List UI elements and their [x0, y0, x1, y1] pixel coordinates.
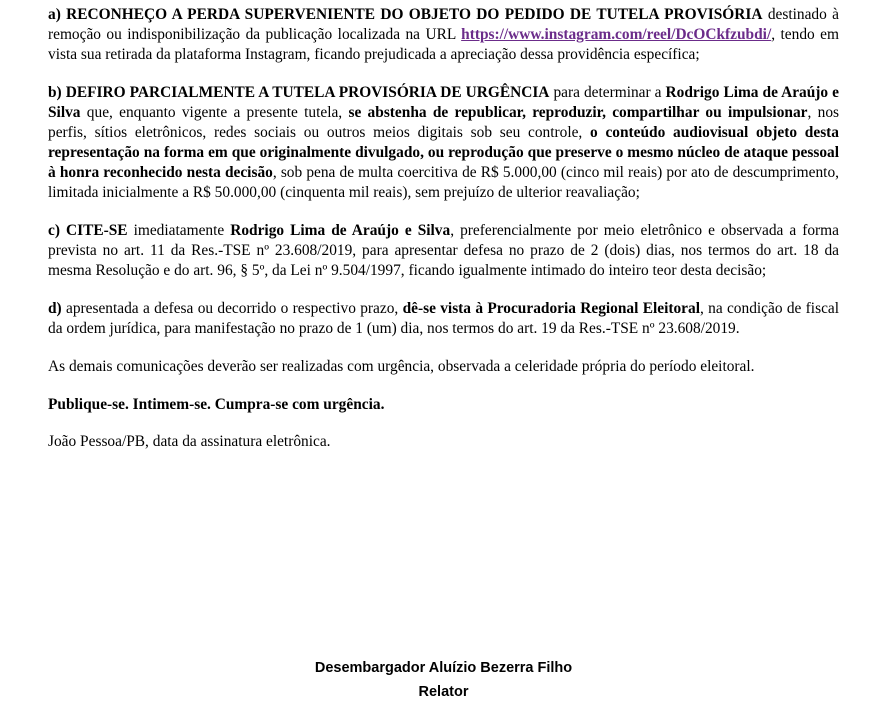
paragraph-a	[48, 5, 839, 65]
paragraph-b-bold-2: o conteúdo audiovisual objeto desta representação na forma em que originalmente divulgado, ou reprodução que preserve o mesmo núcleo de ataque pessoal à honra reconhecido nesta decisão	[48, 124, 839, 181]
paragraph-b-party-name: Rodrigo Lima de Araújo e Silva	[48, 84, 839, 121]
paragraph-d-label: d)	[48, 300, 62, 317]
paragraph-c-text-2: , preferencialmente por meio eletrônico e observada a forma prevista no art. 11 da Res.-TSE nº 23.608/2019, para apresentar defesa no prazo de 2 (dois) dias, nos termos do art. 18 da mesma Resolução e do art. 96, § 5º, da Lei nº 9.504/1997, ficando igualmente intimado do inteiro teor desta decisão;	[48, 222, 839, 279]
paragraph-d	[48, 299, 839, 339]
paragraph-c-party-name: Rodrigo Lima de Araújo e Silva	[230, 222, 451, 239]
signatory-role: Relator	[418, 684, 469, 700]
paragraph-b-text-3: , nos perfis, sítios eletrônicos, redes sociais ou outros meios digitais sob seu controle,	[48, 104, 839, 141]
paragraph-b-text-4: , sob pena de multa coercitiva de R$ 5.000,00 (cinco mil reais) por ato de descumprimento, limitada inicialmente a R$ 50.000,00 (cinquenta mil reais), sem prejuízo de ulterior reavaliação;	[48, 164, 839, 201]
paragraph-b-label: b) DEFIRO PARCIALMENTE A TUTELA PROVISÓRIA DE URGÊNCIA	[48, 84, 550, 101]
paragraph-b-text-1: para determinar a	[549, 84, 666, 101]
paragraph-b-text-2: que, enquanto vigente a presente tutela,	[80, 104, 349, 121]
paragraph-a-text-2: , tendo em vista sua retirada da plataforma Instagram, ficando prejudicada a apreciação dessa providência específica;	[48, 26, 839, 63]
paragraph-d-text-2: , na condição de fiscal da ordem jurídica, para manifestação no prazo de 1 (um) dia, nos termos do art. 19 da Res.-TSE nº 23.608/2019.	[48, 300, 840, 337]
paragraph-a-text-1: destinado à remoção ou indisponibilização da publicação localizada na URL	[48, 6, 839, 43]
paragraph-b	[48, 83, 839, 203]
communications-paragraph: As demais comunicações deverão ser realizadas com urgência, observada a celeridade própria do período eleitoral.	[48, 358, 755, 375]
publish-order-text: Publique-se. Intimem-se. Cumpra-se com urgência.	[48, 396, 385, 413]
paragraph-c-label: c) CITE-SE	[48, 222, 128, 239]
publish-order	[48, 395, 839, 415]
paragraph-a-label: a) RECONHEÇO A PERDA SUPERVENIENTE DO OBJETO DO PEDIDO DE TUTELA PROVISÓRIA	[48, 6, 763, 23]
place-and-date: João Pessoa/PB, data da assinatura eletrônica.	[48, 433, 331, 450]
paragraph-b-bold-1: se abstenha de republicar, reproduzir, compartilhar ou impulsionar	[348, 104, 808, 121]
paragraph-c-text-1: imediatamente	[127, 222, 231, 239]
paragraph-c	[48, 221, 839, 281]
paragraph-d-text-1: apresentada a defesa ou decorrido o respectivo prazo,	[61, 300, 403, 317]
decision-body	[48, 5, 839, 470]
instagram-reel-link[interactable]: https://www.instagram.com/reel/DcOCkfzubdi/	[461, 26, 772, 43]
paragraph-d-bold-1: dê-se vista à Procuradoria Regional Eleitoral	[402, 300, 700, 317]
signatory-name: Desembargador Aluízio Bezerra Filho	[314, 660, 573, 676]
